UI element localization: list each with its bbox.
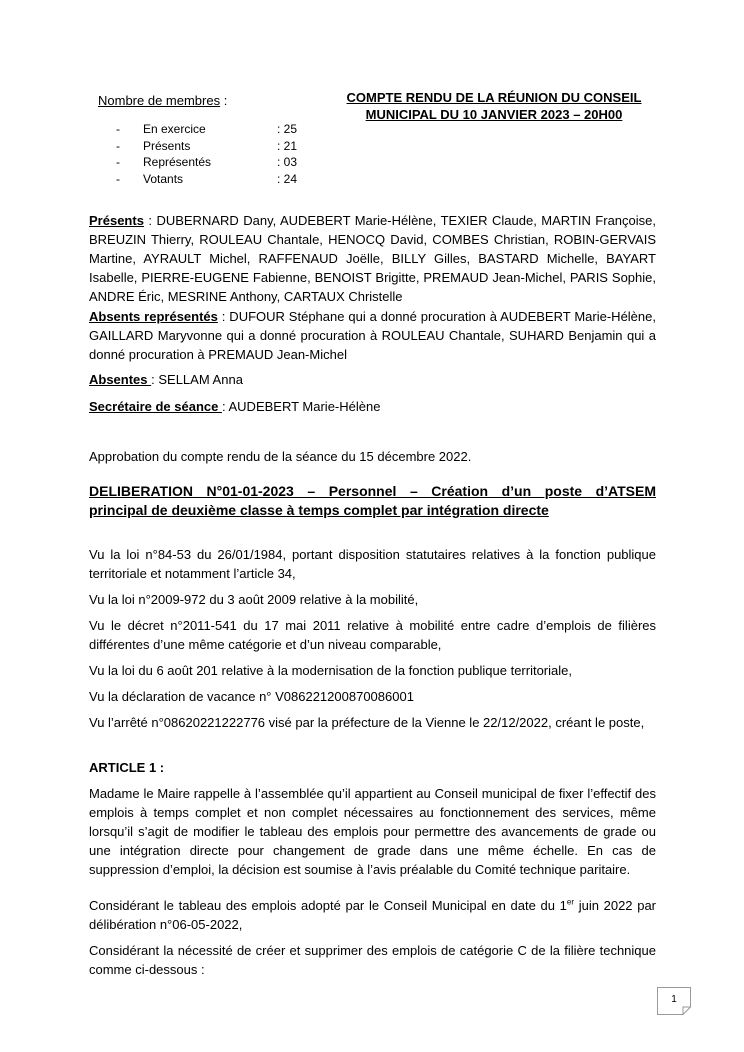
considerant1-before: Considérant le tableau des emplois adopté par le Conseil Municipal en date du 1 [89, 898, 567, 913]
members-label: Votants [143, 171, 184, 186]
members-heading-label: Nombre de membres [98, 93, 221, 108]
presents-text: : DUBERNARD Dany, AUDEBERT Marie-Hélène, TEXIER Claude, MARTIN Françoise, BREUZIN Thierry, ROULEAU Chantale, HENOCQ David, COMBES Christian, ROBIN-GERVAIS Martine, AYRAULT Michel, RAFFENAUD Joëlle, BILLY Gilles, BASTARD Michelle, BAYART Isabelle, PIERRE-EUGENE Fabienne, BENOIST Brigitte, PREMAUD Jean-Michel, PARIS Sophie, ANDRE Éric, MESRINE Anthony, CARTAUX Christelle [89, 213, 656, 304]
members-label: En exercice [143, 122, 206, 136]
members-value: : 21 [277, 138, 298, 153]
members-heading [98, 93, 227, 108]
article1-heading: ARTICLE 1 : [89, 760, 165, 775]
members-dash: - [116, 155, 120, 169]
members-row-presents [116, 138, 297, 155]
absents-representes-label: Absents représentés [89, 309, 218, 324]
members-dash: - [116, 171, 120, 186]
members-dash: - [116, 122, 120, 136]
vu-arrete: Vu l’arrêté n°08620221222776 visé par la préfecture de la Vienne le 22/12/2022, créant le poste, [89, 715, 645, 730]
secretaire-paragraph [89, 397, 656, 416]
deliberation-line1: DELIBERATION N°01-01-2023 – Personnel – Création d’un poste d’ATSEM [89, 483, 656, 499]
members-value: : 25 [277, 122, 298, 136]
members-label: Représentés [143, 155, 212, 169]
members-heading-suffix: : [220, 93, 228, 108]
absentes-text: : SELLAM Anna [151, 372, 243, 387]
secretaire-text: : AUDEBERT Marie-Hélène [221, 399, 381, 414]
presents-label: Présents [89, 213, 144, 228]
vu-loi-84-53: Vu la loi n°84-53 du 26/01/1984, portant disposition statutaires relatives à la fonction publique territoriale et notamment l’article 34, [89, 547, 656, 581]
deliberation-line2: principal de deuxième classe à temps complet par intégration directe [89, 502, 549, 518]
considerant1-after: juin 2022 par délibération n°06-05-2022, [89, 898, 657, 932]
absentes-paragraph [89, 370, 656, 389]
members-value: : 03 [277, 155, 298, 169]
absents-representes-paragraph [89, 307, 656, 364]
absents-representes-text: : DUFOUR Stéphane qui a donné procuration à AUDEBERT Marie-Hélène, GAILLARD Maryvonne qui a donné procuration à ROULEAU Chantale, SUHARD Benjamin qui a donné procuration à PREMAUD Jean-Michel [89, 309, 656, 362]
considerant1-sup: er [566, 897, 575, 907]
article1-body: Madame le Maire rappelle à l’assemblée qu’il appartient au Conseil municipal de fixer l’effectif des emplois à temps complet et non complet nécessaires au fonctionnement des services, même lorsqu’il s’agit de modifier le tableau des emplois pour permettre des avancements de grade ou une intégration directe pour changement de grade dans une même échelle. En cas de suppression d’emploi, la décision est soumise à l’avis préalable du Comité technique paritaire. [89, 786, 656, 877]
meeting-title [330, 89, 658, 123]
considerant-tableau-emplois [89, 896, 656, 934]
members-list [116, 121, 297, 187]
members-value: : 24 [277, 171, 298, 186]
considerant-necessite: Considérant la nécessité de créer et supprimer des emplois de catégorie C de la filière technique comme ci-dessous : [89, 943, 656, 977]
deliberation-heading [89, 482, 656, 520]
meeting-title-line1: COMPTE RENDU DE LA RÉUNION DU CONSEIL [346, 90, 642, 105]
members-label: Présents [143, 138, 191, 153]
page-number: 1 [671, 994, 677, 1005]
members-dash: - [116, 138, 120, 153]
vu-declaration-vacance: Vu la déclaration de vacance n° V086221200870086001 [89, 689, 414, 704]
vu-loi-2009-972: Vu la loi n°2009-972 du 3 août 2009 relative à la mobilité, [89, 592, 419, 607]
members-row-votants [116, 171, 297, 188]
presents-paragraph [89, 211, 656, 306]
members-row-representes [116, 154, 297, 171]
vu-decret-2011-541: Vu le décret n°2011-541 du 17 mai 2011 relative à mobilité entre cadre d’emplois de filières différentes d’une même catégorie et d’un niveau comparable, [89, 618, 656, 652]
secretaire-label: Secrétaire de séance [89, 399, 222, 414]
page-number-box [657, 987, 691, 1015]
vu-loi-6-aout: Vu la loi du 6 août 201 relative à la modernisation de la fonction publique territoriale, [89, 663, 572, 678]
approbation-text: Approbation du compte rendu de la séance du 15 décembre 2022. [89, 449, 472, 464]
absentes-label: Absentes [89, 372, 152, 387]
meeting-title-line2: MUNICIPAL DU 10 JANVIER 2023 – 20H00 [365, 107, 623, 122]
members-row-en-exercice [116, 121, 297, 138]
